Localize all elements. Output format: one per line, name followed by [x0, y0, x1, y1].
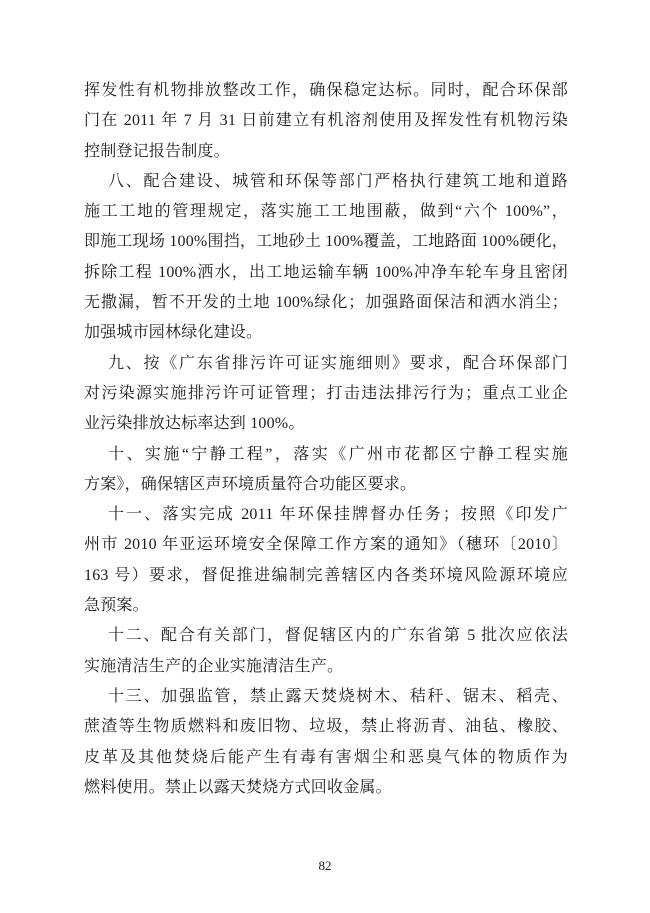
text-line: 十二、配合有关部门，督促辖区内的广东省第 5 批次应依法: [108, 627, 568, 645]
text-line: 挥发性有机物排放整改工作，确保稳定达标。同时，配合环保部: [84, 82, 568, 99]
text-line: 门在 2011 年 7 月 31 日前建立有机溶剂使用及挥发性有机物污染: [84, 112, 568, 130]
text-line: 十一、落实完成 2011 年环保挂牌督办任务；按照《印发广: [108, 506, 568, 524]
text-line: 即施工现场 100%围挡，工地砂土 100%覆盖，工地路面 100%硬化，: [84, 233, 568, 251]
text-line: 急预案。: [84, 597, 149, 615]
text-line: 皮革及其他焚烧后能产生有毒有害烟尘和恶臭气体的物质作为: [84, 748, 568, 766]
text-line: 控制登记报告制度。: [84, 142, 230, 160]
text-line: 施工工地的管理规定，落实施工工地围蔽，做到“六个 100%”，: [84, 203, 568, 221]
text-line: 对污染源实施排污许可证管理；打击违法排污行为；重点工业企: [84, 384, 568, 402]
document-body: [84, 76, 568, 803]
text-line: 州市 2010 年亚运环境安全保障工作方案的通知》（穗环〔2010〕: [84, 536, 568, 554]
text-line: 实施清洁生产的企业实施清洁生产。: [84, 657, 344, 675]
text-line: 拆除工程 100%洒水，出工地运输车辆 100%冲净车轮车身且密闭: [84, 263, 568, 281]
page-number: 82: [318, 858, 332, 873]
text-line: 方案》，确保辖区声环境质量符合功能区要求。: [84, 475, 417, 493]
text-line: 加强城市园林绿化建设。: [84, 324, 263, 342]
text-line: 燃料使用。禁止以露天焚烧方式回收金属。: [84, 778, 392, 796]
text-line: 163 号）要求，督促推进编制完善辖区内各类环境风险源环境应: [84, 566, 568, 584]
text-line: 十三、加强监管，禁止露天焚烧树木、秸秆、锯末、稻壳、: [108, 687, 568, 705]
text-line: 十、实施“宁静工程”，落实《广州市花都区宁静工程实施: [108, 445, 568, 463]
text-line: 无撒漏，暂不开发的土地 100%绿化；加强路面保洁和洒水消尘；: [84, 294, 568, 312]
text-line: 九、按《广东省排污许可证实施细则》要求，配合环保部门: [108, 354, 568, 372]
text-line: 八、配合建设、城管和环保等部门严格执行建筑工地和道路: [108, 172, 568, 190]
text-line: 蔗渣等生物质燃料和废旧物、垃圾，禁止将沥青、油毡、橡胶、: [84, 718, 568, 736]
text-line: 业污染排放达标率达到 100%。: [84, 415, 305, 433]
